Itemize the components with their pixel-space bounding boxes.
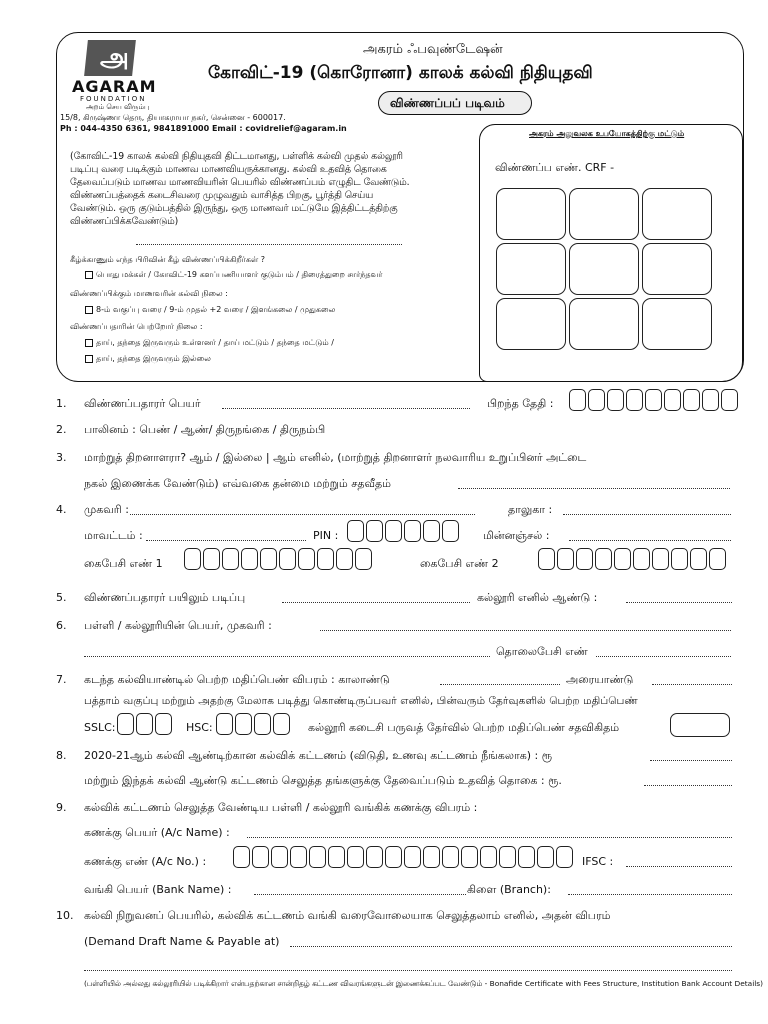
checkbox-general[interactable]: [85, 271, 93, 279]
disability-field[interactable]: [458, 488, 730, 489]
address-field[interactable]: [130, 514, 475, 515]
intro-line: தேவைப்படும் மாணவ மாணவியரின் பெயரில் விண்ணப்பம் எழுதிட வேண்டும்.: [70, 177, 410, 188]
address-label: முகவரி :: [84, 503, 129, 516]
q7-number: 7.: [56, 673, 67, 686]
quarterly-field[interactable]: [440, 684, 560, 685]
parent-options-2: தாய், தந்தை இருவரும் இல்லை: [96, 354, 211, 363]
college-percent-label: கல்லூரி கடைசி பருவத் தேர்வில் பெற்ற மதிப்பெண் சதவிகிதம்: [308, 721, 620, 734]
checkbox-parents[interactable]: [85, 339, 93, 347]
intro-line: (கோவிட்-19 காலக் கல்வி நிதியுதவி திட்டமானது, பள்ளிக் கல்வி முதல் கல்லூரி: [70, 151, 403, 162]
branch-field[interactable]: [568, 894, 732, 895]
parent-options-1: தாய், தந்தை இருவரும் உள்ளனர் / தாய் மட்டும் / தந்தை மட்டும் /: [96, 338, 334, 347]
office-use-grid: [496, 188, 712, 350]
account-name-label: கணக்கு பெயர் (A/c Name) :: [84, 826, 230, 839]
office-use-heading: அகரம் அலுவலக உபயோகத்திற்கு மட்டும்: [529, 129, 685, 138]
logo-name: AGARAM: [72, 77, 157, 96]
logo-sub: FOUNDATION: [80, 95, 147, 103]
q4-number: 4.: [56, 503, 67, 516]
q1-label: விண்ணப்பதாரர் பெயர்: [84, 397, 201, 410]
year-field[interactable]: [626, 602, 732, 603]
agaram-logo-letter-icon: அ: [100, 43, 129, 73]
institution-field[interactable]: [320, 630, 731, 631]
intro-line: விண்ணப்பிக்கவேண்டும்): [70, 216, 179, 227]
taluk-field[interactable]: [563, 514, 731, 515]
gender-options: பாலினம் : பெண் / ஆண்/ திருநங்கை / திருநம்பி: [84, 423, 326, 436]
demand-draft-field-2[interactable]: [84, 970, 732, 971]
institution-field-2[interactable]: [84, 656, 490, 657]
email-field[interactable]: [569, 540, 731, 541]
address: 15/8, கிருஷ்ணா தெரு, தியாகராயா நகர், சென்னை - 600017.: [60, 113, 286, 122]
ifsc-field[interactable]: [626, 866, 732, 867]
demand-draft-field[interactable]: [290, 946, 732, 947]
year-label: கல்லூரி எனில் ஆண்டு :: [477, 591, 598, 604]
q2-number: 2.: [56, 423, 67, 436]
divider-dots: [136, 244, 402, 245]
grid-cell: [496, 298, 566, 350]
branch-label: கிளை (Branch):: [467, 883, 551, 896]
bank-details-label: கல்விக் கட்டணம் செலுத்த வேண்டிய பள்ளி / கல்லூரி வங்கிக் கணக்கு விபரம் :: [84, 801, 478, 814]
account-number-label: கணக்கு எண் (A/c No.) :: [84, 855, 207, 868]
hsc-boxes[interactable]: [216, 713, 290, 735]
grid-cell: [642, 188, 712, 240]
bank-name-label: வங்கி பெயர் (Bank Name) :: [84, 883, 232, 896]
pin-label: PIN :: [313, 529, 339, 542]
college-percent-box[interactable]: [670, 713, 730, 737]
district-label: மாவட்டம் :: [84, 529, 143, 542]
mobile1-label: கைபேசி எண் 1: [84, 557, 163, 570]
mobile2-boxes[interactable]: [538, 548, 726, 570]
halfyearly-field[interactable]: [652, 684, 732, 685]
q3-number: 3.: [56, 451, 67, 464]
checkbox-no-parents[interactable]: [85, 355, 93, 363]
q6-number: 6.: [56, 619, 67, 632]
account-number-boxes[interactable]: [233, 846, 573, 868]
fee-label: 2020-21ஆம் கல்வி ஆண்டிற்கான கல்விக் கட்டணம் (விடுதி, உணவு கட்டணம் நீங்கலாக) : ரூ: [84, 749, 553, 762]
mobile1-boxes[interactable]: [184, 548, 372, 570]
demand-draft-payable-label: (Demand Draft Name & Payable at): [84, 935, 280, 948]
taluk-label: தாலுகா :: [508, 503, 553, 516]
account-name-field[interactable]: [247, 837, 732, 838]
bank-name-field[interactable]: [254, 894, 466, 895]
education-question: விண்ணப்பிக்கும் மாணவரின் கல்வி நிலை :: [70, 289, 228, 298]
dob-boxes[interactable]: [569, 389, 738, 411]
category-options: பொது மக்கள் / கோவிட்-19 களப்பணியாளர் குடும்பம் / திரைத்துறை சார்ந்தவர்: [96, 270, 383, 279]
contact-line: Ph : 044-4350 6361, 9841891000 Email : covidrelief@agaram.in: [60, 124, 347, 133]
disability-question: மாற்றுத் திறனாளரா? ஆம் / இல்லை | ஆம் எனில், (மாற்றுத் திறனாளர் நலவாரிய உறுப்பினர் அட்டை: [84, 451, 587, 464]
grid-cell: [569, 298, 639, 350]
q10-number: 10.: [56, 909, 74, 922]
intro-line: வேண்டும். ஒரு குடும்பத்தில் இருந்து, ஒரு மாணவர் மட்டுமே இத்திட்டத்திற்கு: [70, 203, 398, 214]
name-field[interactable]: [222, 408, 470, 409]
marks-label: கடந்த கல்வியாண்டில் பெற்ற மதிப்பெண் விபரம் : காலாண்டு: [84, 673, 390, 686]
parent-question: விண்ணப்பதாரின் பெற்றோர் நிலை :: [70, 322, 203, 331]
ifsc-label: IFSC :: [582, 855, 614, 868]
halfyearly-label: அரையாண்டு: [566, 673, 634, 686]
course-label: விண்ணப்பதாரர் பயிலும் படிப்பு: [84, 591, 246, 604]
q8-number: 8.: [56, 749, 67, 762]
grid-cell: [569, 243, 639, 295]
mobile2-label: கைபேசி எண் 2: [420, 557, 499, 570]
grid-cell: [642, 298, 712, 350]
institution-label: பள்ளி / கல்லூரியின் பெயர், முகவரி :: [84, 619, 272, 632]
phone-label: தொலைபேசி எண்: [496, 645, 588, 658]
pin-boxes[interactable]: [347, 520, 459, 542]
form-label: விண்ணப்பப் படிவம்: [390, 96, 505, 110]
phone-field[interactable]: [596, 656, 731, 657]
category-question: கீழ்க்காணும் எந்த பிரிவின் கீழ் விண்ணப்பிக்கிறீர்கள் ?: [70, 255, 265, 264]
sslc-label: SSLC:: [84, 721, 116, 734]
disability-detail-label: நகல் இணைக்க வேண்டும்) எவ்வகை தன்மை மற்றும் சதவீதம்: [84, 477, 392, 490]
board-marks-label: பத்தாம் வகுப்பு மற்றும் அதற்கு மேலாக படித்து கொண்டிருப்பவர் எனில், பின்வரும் தேர்வுகளில் பெற்ற மதிப்பெண்: [84, 695, 638, 707]
intro-line: படிப்பு வரை படிக்கும் மாணவ மாணவியருக்கானது. கல்வி உதவித் தொகை: [70, 164, 387, 175]
required-aid-label: மற்றும் இந்தக் கல்வி ஆண்டு கட்டணம் செலுத்த தங்களுக்கு தேவைப்படும் உதவித் தொகை : ரூ.: [84, 774, 562, 787]
education-options: 8-ம் வகுப்பு வரை / 9-ம் முதல் +2 வரை / இளங்கலை / முதுகலை: [96, 305, 336, 314]
footer-note: (பள்ளியில் அல்லது கல்லூரியில் படிக்கிறார் என்பதற்கான சான்றிதழ் கட்டண விவரங்களுடன் இணைக்கப்பட வேண்டும் - Bonafide Certificate with Fees Structure, Institution Bank Account Details): [84, 979, 764, 988]
intro-line: விண்ணப்பத்தைக் கடைசிவரை முழுவதும் வாசித்த பிறகு, பூர்த்தி செய்ய: [70, 190, 374, 201]
hsc-label: HSC:: [186, 721, 213, 734]
application-number-label: விண்ணப்ப எண். CRF -: [495, 161, 615, 174]
district-field[interactable]: [146, 540, 306, 541]
logo-motto: அறம் செய விரும்பு: [86, 103, 150, 111]
demand-draft-label: கல்வி நிறுவனப் பெயரில், கல்விக் கட்டணம் வங்கி வரைவோலையாக செலுத்தலாம் எனில், அதன் விபரம்: [84, 909, 611, 922]
required-aid-field[interactable]: [644, 785, 732, 786]
q9-number: 9.: [56, 801, 67, 814]
fee-field[interactable]: [650, 760, 732, 761]
course-field[interactable]: [282, 602, 470, 603]
sslc-boxes[interactable]: [117, 713, 172, 735]
grid-cell: [496, 243, 566, 295]
intro-text: [70, 150, 468, 228]
q5-number: 5.: [56, 591, 67, 604]
checkbox-edu[interactable]: [85, 306, 93, 314]
dob-label: பிறந்த தேதி :: [487, 397, 554, 410]
org-name: அகரம் ஃபவுண்டேஷன்: [363, 42, 503, 57]
grid-cell: [496, 188, 566, 240]
grid-cell: [642, 243, 712, 295]
email-label: மின்னஞ்சல் :: [483, 529, 550, 542]
q1-number: 1.: [56, 397, 67, 410]
grid-cell: [569, 188, 639, 240]
form-title: கோவிட்-19 (கொரோனா) காலக் கல்வி நிதியுதவி: [208, 63, 593, 83]
